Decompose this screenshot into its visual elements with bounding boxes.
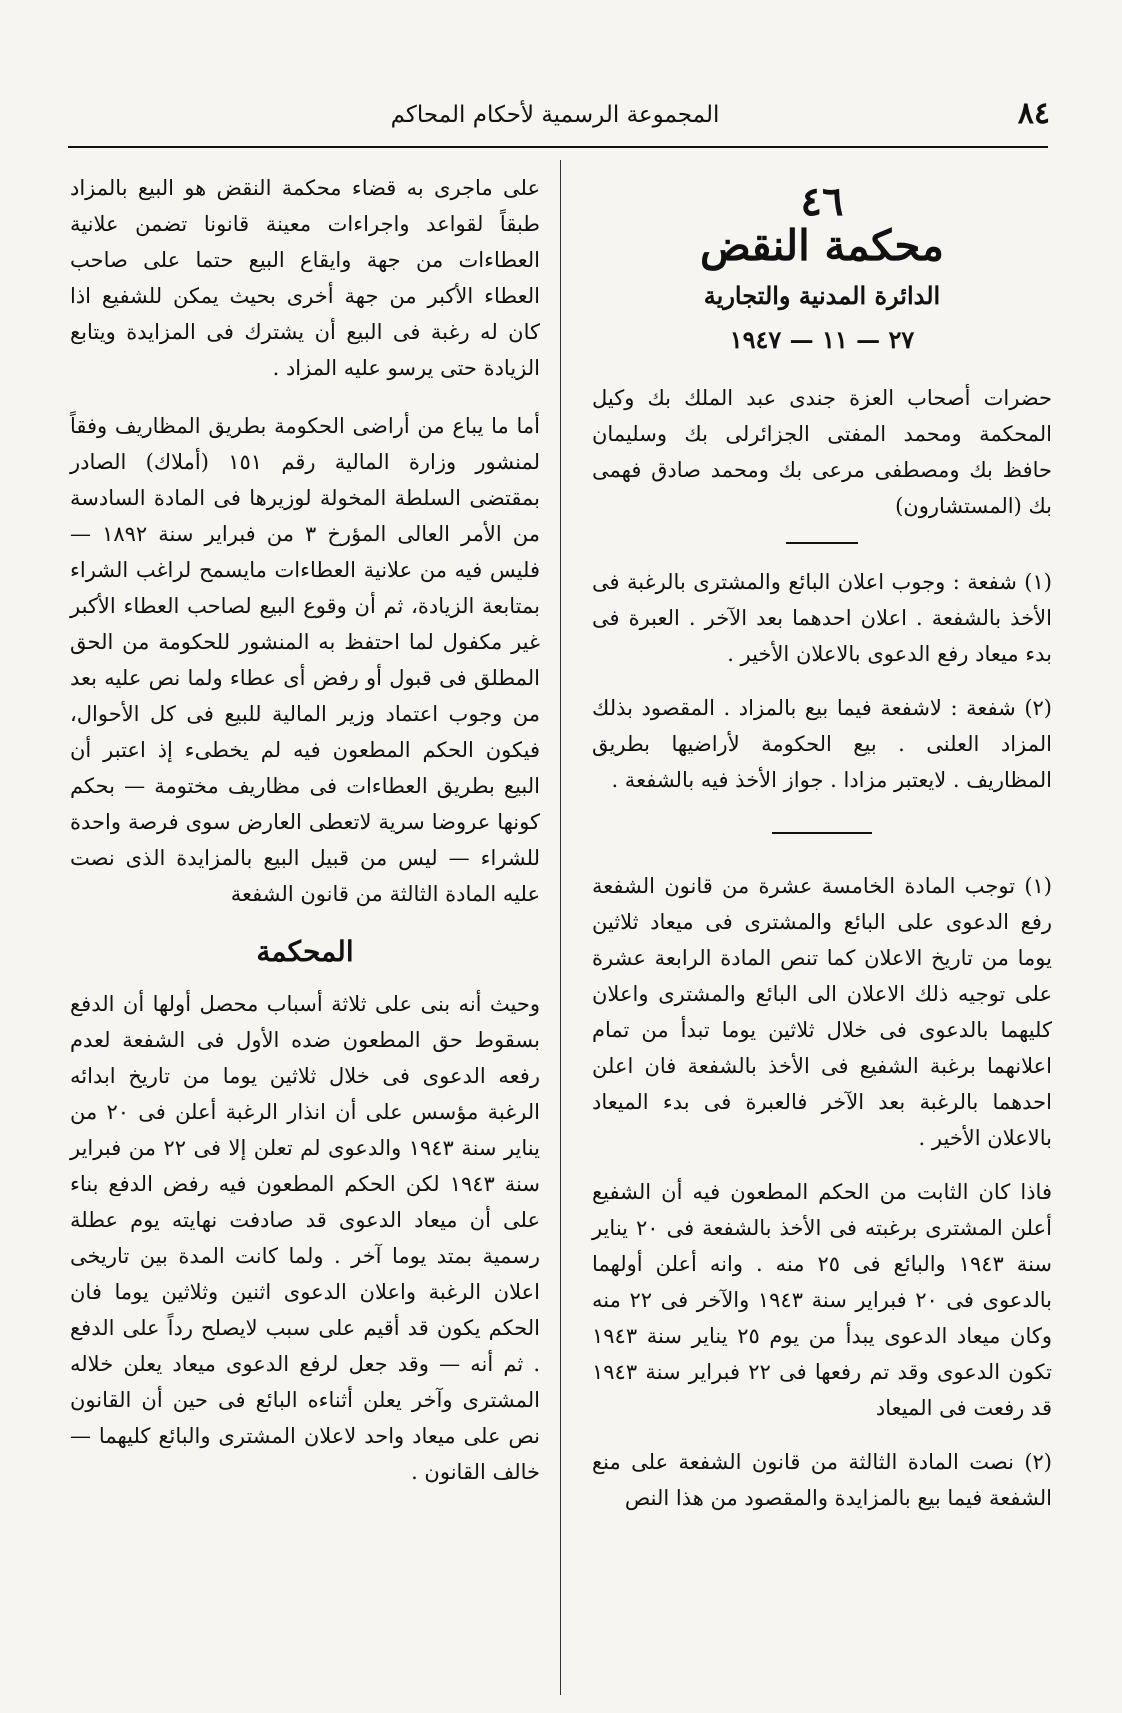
right-column xyxy=(592,170,1052,1516)
paragraph-gap xyxy=(70,386,540,408)
summary-1: (١) شفعة : وجوب اعلان البائع والمشترى بالرغبة فى الأخذ بالشفعة . اعلان احدهما بعد الآخر . العبرة فى بدء ميعاد رفع الدعوى بالاعلان الأخير . xyxy=(592,570,1052,666)
panel-members: حضرات أصحاب العزة جندى عبد الملك بك وكيل المحكمة ومحمد المفتى الجزائرلى بك وسليمان حافظ بك ومصطفى مرعى بك ومحمد صادق فهمى بك (المستشارون) xyxy=(592,386,1052,518)
section-title: المحكمة xyxy=(256,935,354,968)
principle-1-application: فاذا كان الثابت من الحكم المطعون فيه أن الشفيع أعلن المشترى برغبته فى الأخذ بالشفعة فى ٢٠ يناير سنة ١٩٤٣ والبائع فى ٢٥ منه . وانه أعلن أولهما بالدعوى فى ٢٠ فبراير سنة ١٩٤٣ والآخر فى ٢٢ منه وكان ميعاد الدعوى يبدأ من يوم ٢٥ يناير سنة ١٩٤٣ تكون الدعوى وقد تم رفعها فى ٢٢ فبراير سنة ١٩٤٣ قد رفعت فى الميعاد xyxy=(592,1180,1052,1420)
court-reasoning-paragraph: وحيث أنه بنى على ثلاثة أسباب محصل أولها أن الدفع بسقوط حق المطعون ضده الأول فى الشفعة لعدم رفعه الدعوى فى خلال ثلاثين يوما من تاريخ ابدائه الرغبة مؤسس على أن انذار الرغبة أعلن فى ٢٠ من يناير سنة ١٩٤٣ والدعوى لم تعلن إلا فى ٢٢ من فبراير سنة ١٩٤٣ لكن الحكم المطعون فيه رفض الدفع بناء على أن ميعاد الدعوى قد صادفت نهايته يوم عطلة رسمية بمتد يوما آخر . ولما كانت المدة بين تاريخى اعلان الرغبة واعلان الدعوى اثنين وثلاثين يوما فان الحكم يكون قد أقيم على سبب لايصلح رداً على الدفع . ثم أنه — وقد جعل لرفع الدعوى ميعاد يعلن خلاله المشترى وآخر يعلن أثناءه البائع فى حين أن القانون نص على ميعاد واحد لاعلان المشترى والبائع كليهما — خالف القانون . xyxy=(70,992,540,1484)
page-number: ٨٤ xyxy=(1017,96,1050,131)
separator-rule xyxy=(772,832,872,834)
principle-2: (٢) نصت المادة الثالثة من قانون الشفعة على منع الشفعة فيما بيع بالمزايدة والمقصود من هذا النص xyxy=(592,1450,1052,1510)
government-sale-paragraph: أما ما يباع من أراضى الحكومة بطريق المظاريف وفقاً لمنشور وزارة المالية رقم ١٥١ (أملاك) الصادر بمقتضى السلطة المخولة لوزيرها فى المادة السادسة من الأمر العالى المؤرخ ٣ من فبراير سنة ١٨٩٢ — فليس فيه من علانية العطاءات مايسمح لراغب الشراء بمتابعة الزيادة، ثم أن وقوع البيع لصاحب العطاء الأكبر غير مكفول لما احتفظ به المنشور للحكومة من الحق المطلق فى قبول أو رفض أى عطاء ولما نص عليه بعد من وجوب اعتماد وزير المالية للبيع فى كل الأحوال، فيكون الحكم المطعون فيه لم يخطىء إذ اعتبر أن البيع بطريق العطاءات فى مظاريف مختومة — بحكم كونها عروضا سرية لاتعطى العارض سوى فرصة واحدة للشراء — ليس من قبيل البيع بالمزايدة الذى نصت عليه المادة الثالثة من قانون الشفعة xyxy=(70,414,540,906)
journal-title: المجموعة الرسمية لأحكام المحاكم xyxy=(390,102,720,128)
principle-1: (١) توجب المادة الخامسة عشرة من قانون الشفعة رفع الدعوى على البائع والمشترى فى ميعاد ثلاثين يوما من تاريخ الاعلان كما تنص المادة الرابعة عشرة على توجيه ذلك الاعلان الى البائع والمشترى واعلان كليهما بالدعوى فى خلال ثلاثين يوما تبدأ من تمام اعلانهما برغبة الشفيع فى الأخذ بالشفعة فان اعلن احدهما بالرغبة بعد الآخر فالعبرة فى بدء الميعاد بالاعلان الأخير . xyxy=(592,874,1052,1150)
column-divider xyxy=(560,160,561,1695)
summary-2: (٢) شفعة : لاشفعة فيما بيع بالمزاد . المقصود بذلك المزاد العلنى . بيع الحكومة لأراضيها بطريق المظاريف . لايعتبر مزادا . جواز الأخذ فيه بالشفعة . xyxy=(592,696,1052,792)
continued-paragraph: على ماجرى به قضاء محكمة النقض هو البيع بالمزاد طبقاً لقواعد واجراءات معينة قانونا تضمن علانية العطاءات من جهة وايقاع البيع حتما على صاحب العطاء الأكبر من جهة أخرى بحيث يمكن للشفيع اذا كان له رغبة فى البيع أن يشترك فى المزايدة ويتابع الزيادة حتى يرسو عليه المزاد . xyxy=(70,176,540,380)
separator-rule xyxy=(786,542,858,544)
case-number: ٤٦ xyxy=(800,178,844,225)
left-column xyxy=(70,170,540,1490)
circuit-name: الدائرة المدنية والتجارية xyxy=(703,281,941,310)
court-name: محكمة النقض xyxy=(699,221,945,270)
judgment-date: ٢٧ — ١١ — ١٩٤٧ xyxy=(729,325,915,354)
header-rule xyxy=(68,146,1048,148)
running-head xyxy=(60,96,1050,136)
